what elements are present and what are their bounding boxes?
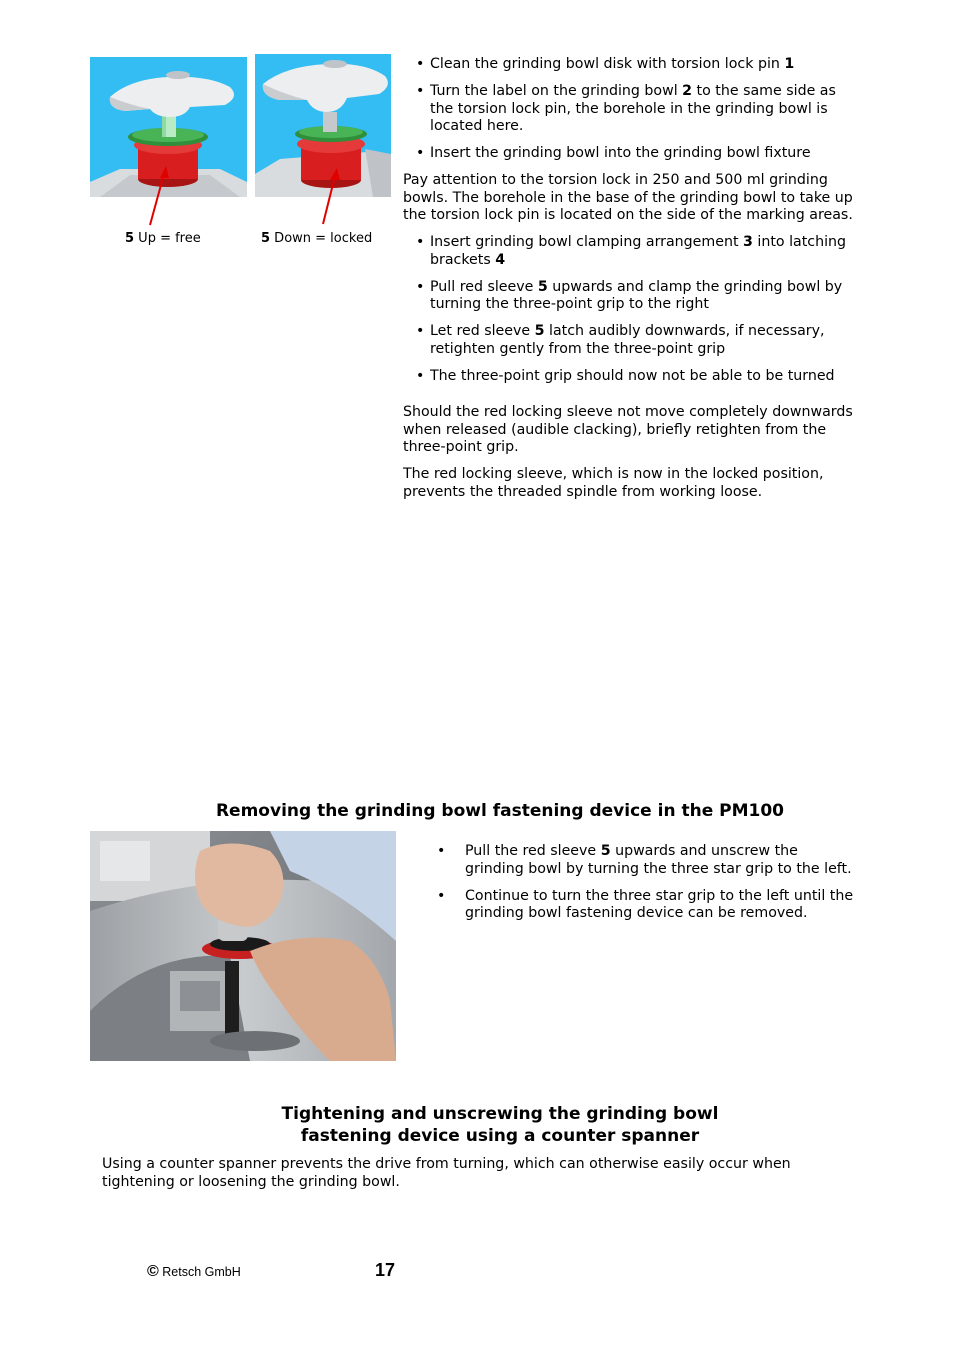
list-item: • Turn the label on the grinding bowl 2 to the same side as the torsion lock pin, the borehole in the grinding bowl is located here. xyxy=(403,83,861,136)
caption-down-text: Down = locked xyxy=(270,231,373,246)
list-item: • Pull red sleeve 5 upwards and clamp the grinding bowl by turning the three-point grip to the right xyxy=(403,279,861,314)
heading-line-2: fastening device using a counter spanner xyxy=(300,1126,700,1146)
list-item: • Insert grinding bowl clamping arrangement 3 into latching brackets 4 xyxy=(403,234,861,269)
caption-down-number: 5 xyxy=(261,231,271,246)
locked-position-paragraph: The red locking sleeve, which is now in the locked position, prevents the threaded spindle from working loose. xyxy=(403,466,824,500)
list-item: • Let red sleeve 5 latch audibly downwards, if necessary, retighten gently from the three-point grip xyxy=(403,323,861,358)
instructions-top xyxy=(403,56,861,511)
arrow-down-indicator xyxy=(315,160,355,230)
removing-bullet-list xyxy=(403,843,861,923)
section-heading-removing: Removing the grinding bowl fastening device in the PM100 xyxy=(215,801,785,821)
arrow-up-indicator xyxy=(140,160,180,230)
list-item: • Clean the grinding bowl disk with torsion lock pin 1 xyxy=(403,56,861,74)
retighten-paragraph: Should the red locking sleeve not move completely downwards when released (audible clacking), briefly retighten from the three-point grip. xyxy=(403,404,853,455)
caption-up-text: Up = free xyxy=(134,231,201,246)
caption-down-locked xyxy=(261,231,372,247)
caption-up-number: 5 xyxy=(125,231,135,246)
section-heading-tightening xyxy=(0,1103,954,1147)
company-name: Retsch GmbH xyxy=(162,1265,241,1279)
torsion-lock-note: Pay attention to the torsion lock in 250 and 500 ml grinding bowls. The borehole in the base of the grinding bowl to take up the torsion lock pin is located on the side of the marking areas. xyxy=(403,172,853,223)
copyright-icon: © xyxy=(147,1263,159,1280)
list-item: • Continue to turn the three star grip to the left until the grinding bowl fastening device can be removed. xyxy=(403,888,861,923)
hands-unscrewing-image xyxy=(90,831,396,1061)
removing-instructions xyxy=(403,843,861,932)
tightening-body: Using a counter spanner prevents the drive from turning, which can otherwise easily occur when tightening or loosening the grinding bowl. xyxy=(102,1156,791,1190)
heading-line-1: Tightening and unscrewing the grinding bowl xyxy=(281,1104,719,1124)
list-item: • The three-point grip should now not be able to be turned xyxy=(403,368,861,386)
footer-copyright xyxy=(147,1263,241,1281)
page-number: 17 xyxy=(375,1260,396,1280)
bullet-list-b xyxy=(403,234,861,385)
bullet-list-a xyxy=(403,56,861,163)
photo-removing-device xyxy=(90,831,396,1061)
caption-up-free xyxy=(125,231,201,247)
list-item: • Insert the grinding bowl into the grinding bowl fixture xyxy=(403,145,861,163)
list-item: • Pull the red sleeve 5 upwards and unscrew the grinding bowl by turning the three star grip to the left. xyxy=(403,843,861,878)
